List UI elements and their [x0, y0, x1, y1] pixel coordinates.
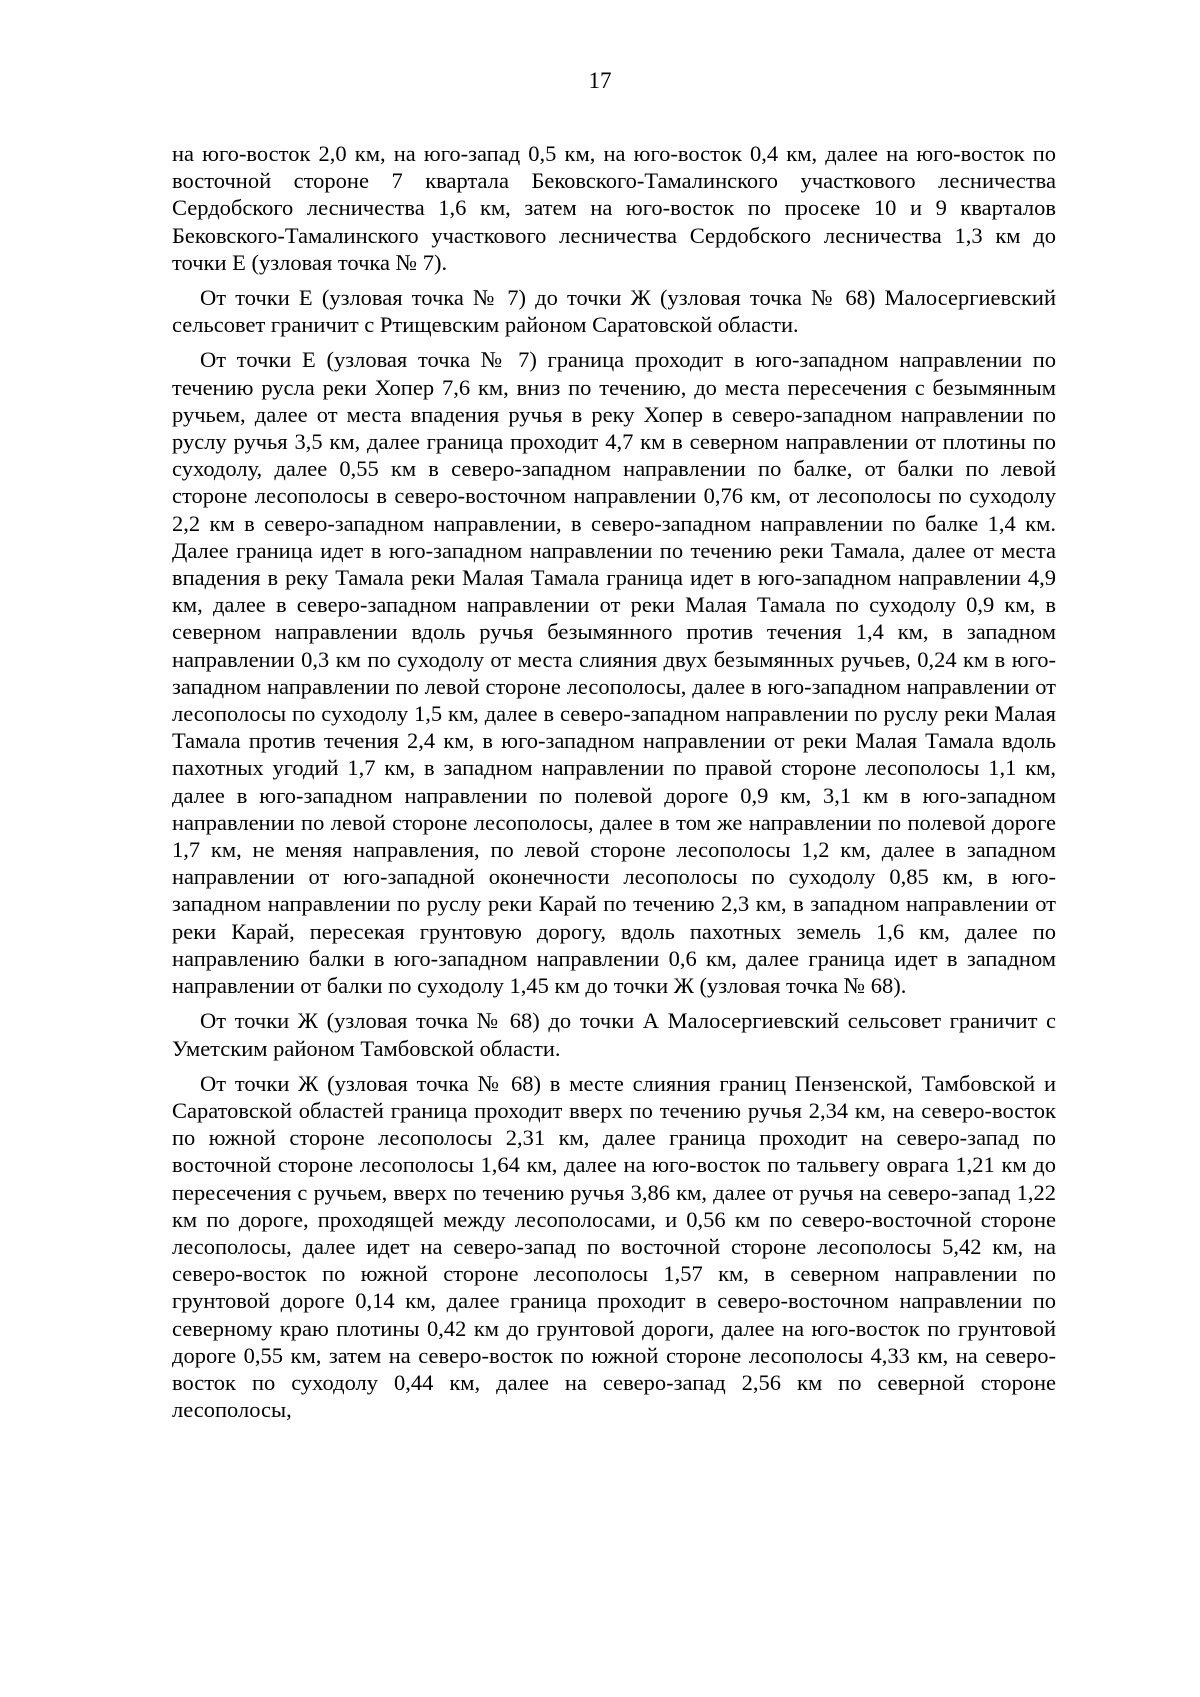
paragraph: на юго-восток 2,0 км, на юго-запад 0,5 км, на юго-восток 0,4 км, далее на юго-восток по восточной стороне 7 квартала Бековского-Тамалинского участкового лесничества Сердобского лесничества 1,6 км, затем на юго-восток по просеке 10 и 9 кварталов Бековского-Тамалинского участкового лесничества Сердобского лесничества 1,3 км до точки Е (узловая точка № 7).: [172, 141, 1056, 275]
paragraph: От точки Ж (узловая точка № 68) до точки А Малосергиевский сельсовет граничит с Уметским районом Тамбовской области.: [172, 1008, 1056, 1061]
page-number: 17: [588, 68, 612, 93]
document-body: [172, 140, 1056, 1431]
paragraph: От точки Ж (узловая точка № 68) в месте слияния границ Пензенской, Тамбовской и Саратовской областей граница проходит вверх по течению ручья 2,34 км, на северо-восток по южной стороне лесополосы 2,31 км, далее граница проходит на северо-запад по восточной стороне лесополосы 1,64 км, далее на юго-восток по тальвегу оврага 1,21 км до пересечения с ручьем, вверх по течению ручья 3,86 км, далее от ручья на северо-запад 1,22 км по дороге, проходящей между лесополосами, и 0,56 км по северо-восточной стороне лесополосы, далее идет на северо-запад по восточной стороне лесополосы 5,42 км, на северо-восток по южной стороне лесополосы 1,57 км, в северном направлении по грунтовой дороге 0,14 км, далее граница проходит в северо-восточном направлении по северному краю плотины 0,42 км до грунтовой дороги, далее на юго-восток по грунтовой дороге 0,55 км, затем на северо-восток по южной стороне лесополосы 4,33 км, на северо-восток по суходолу 0,44 км, далее на северо-запад 2,56 км по северной стороне лесополосы,: [172, 1070, 1056, 1423]
paragraph: От точки Е (узловая точка № 7) до точки Ж (узловая точка № 68) Малосергиевский сельсовет граничит с Ртищевским районом Саратовской области.: [172, 285, 1056, 338]
paragraph: От точки Е (узловая точка № 7) граница проходит в юго-западном направлении по течению русла реки Хопер 7,6 км, вниз по течению, до места пересечения с безымянным ручьем, далее от места впадения ручья в реку Хопер в северо-западном направлении по руслу ручья 3,5 км, далее граница проходит 4,7 км в северном направлении от плотины по суходолу, далее 0,55 км в северо-западном направлении по балке, от балки по левой стороне лесополосы в северо-восточном направлении 0,76 км, от лесополосы по суходолу 2,2 км в северо-западном направлении, в северо-западном направлении по балке 1,4 км. Далее граница идет в юго-западном направлении по течению реки Тамала, далее от места впадения в реку Тамала реки Малая Тамала граница идет в юго-западном направлении 4,9 км, далее в северо-западном направлении от реки Малая Тамала по суходолу 0,9 км, в северном направлении вдоль ручья безымянного против течения 1,4 км, в западном направлении 0,3 км по суходолу от места слияния двух безымянных ручьев, 0,24 км в юго-западном направлении по левой стороне лесополосы, далее в юго-западном направлении от лесополосы по суходолу 1,5 км, далее в северо-западном направлении по руслу реки Малая Тамала против течения 2,4 км, в юго-западном направлении от реки Малая Тамала вдоль пахотных угодий 1,7 км, в западном направлении по правой стороне лесополосы 1,1 км, далее в юго-западном направлении по полевой дороге 0,9 км, 3,1 км в юго-западном направлении по левой стороне лесополосы, далее в том же направлении по полевой дороге 1,7 км, не меняя направления, по левой стороне лесополосы 1,2 км, далее в западном направлении от юго-западной оконечности лесополосы по суходолу 0,85 км, в юго-западном направлении по руслу реки Карай по течению 2,3 км, в западном направлении от реки Карай, пересекая грунтовую дорогу, вдоль пахотных земель 1,6 км, далее по направлению балки в юго-западном направлении 0,6 км, далее граница идет в западном направлении от балки по суходолу 1,45 км до точки Ж (узловая точка № 68).: [172, 347, 1056, 999]
